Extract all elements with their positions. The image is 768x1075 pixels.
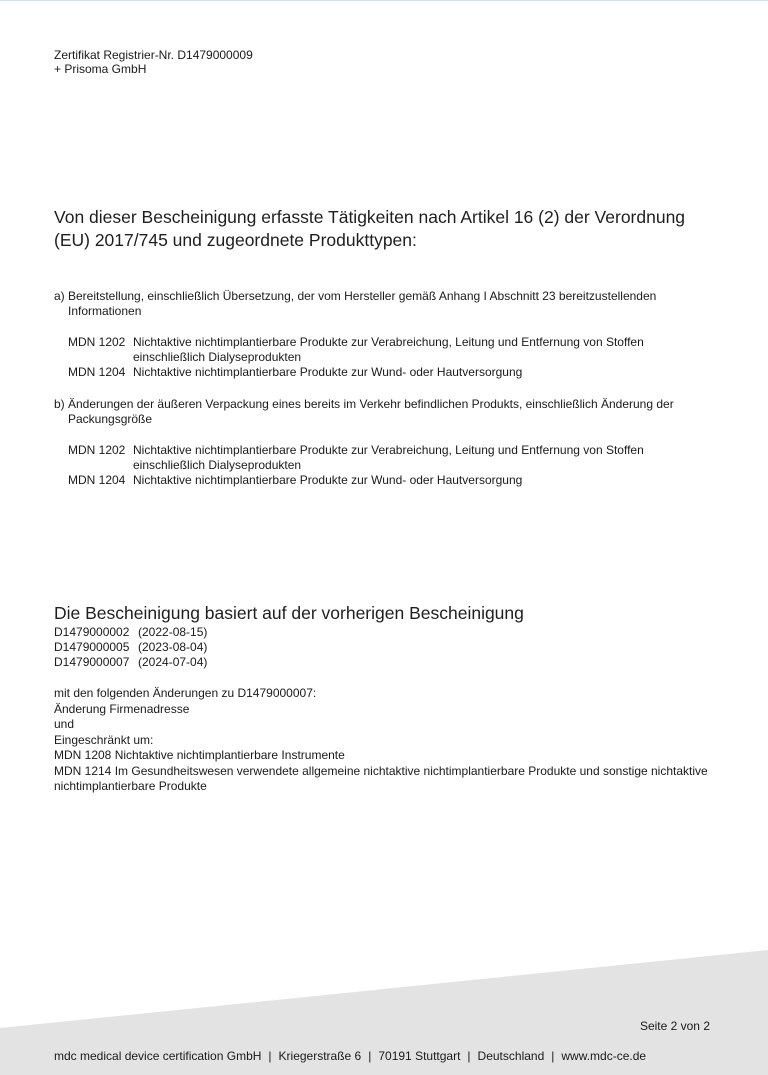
product-desc-cont: einschließlich Dialyseprodukten — [133, 350, 302, 364]
footer-company: mdc medical device certification GmbH — [54, 1049, 262, 1063]
activity-letter: b) — [54, 397, 65, 411]
activities-title: Von dieser Bescheinigung erfasste Tätigkeiten nach Artikel 16 (2) der Verordnung (EU) 2017/745 und zugeordnete Produkttypen: — [54, 207, 686, 250]
product-list — [68, 335, 714, 380]
product-desc-cont: einschließlich Dialyseprodukten — [133, 458, 302, 472]
previous-cert-date: (2022-08-15) — [138, 625, 208, 639]
change-line: MDN 1214 Im Gesundheitswesen verwendete allgemeine nichtaktive nichtimplantierbare Produkte und sonstige nichtaktive nichtimplantierbare Produkte — [54, 763, 708, 793]
activity-a — [54, 289, 714, 380]
product-desc: Nichtaktive nichtimplantierbare Produkte zur Wund- oder Hautversorgung — [133, 473, 523, 487]
footer-separator: | — [268, 1049, 272, 1063]
certificate-header — [54, 48, 253, 76]
changes-section — [54, 686, 714, 795]
footer-separator: | — [368, 1049, 372, 1063]
product-desc: Nichtaktive nichtimplantierbare Produkte zur Wund- oder Hautversorgung — [133, 365, 523, 379]
change-line: MDN 1208 Nichtaktive nichtimplantierbare Instrumente — [54, 748, 345, 762]
previous-cert-id: D1479000007 — [54, 655, 130, 669]
previous-cert-date: (2024-07-04) — [138, 655, 208, 669]
footer-city: 70191 Stuttgart — [378, 1049, 461, 1063]
previous-cert-id: D1479000005 — [54, 640, 130, 654]
product-desc: Nichtaktive nichtimplantierbare Produkte zur Verabreichung, Leitung und Entfernung von Stoffen — [133, 335, 644, 349]
footer-separator: | — [467, 1049, 471, 1063]
product-code: MDN 1202 — [68, 335, 126, 349]
change-line: und — [54, 717, 75, 731]
footer-street: Kriegerstraße 6 — [278, 1049, 362, 1063]
basis-title: Die Bescheinigung basiert auf der vorherigen Bescheinigung — [54, 603, 524, 623]
certificate-number: Zertifikat Registrier-Nr. D1479000009 — [54, 48, 253, 62]
previous-certificates — [54, 625, 207, 670]
activity-b — [54, 397, 714, 488]
activity-text: Änderungen der äußeren Verpackung eines bereits im Verkehr befindlichen Produkts, einschließlich Änderung der Packungsgröße — [68, 397, 674, 426]
previous-certificate-row — [54, 655, 207, 670]
product-row — [68, 335, 714, 365]
activity-text: Bereitstellung, einschließlich Übersetzung, der vom Hersteller gemäß Anhang I Abschnitt 23 bereitzustellenden Informationen — [68, 289, 657, 318]
product-code: MDN 1204 — [68, 473, 126, 487]
footer-separator: | — [551, 1049, 555, 1063]
page-number: Seite 2 von 2 — [639, 1019, 710, 1033]
product-code: MDN 1202 — [68, 443, 126, 457]
footer-country: Deutschland — [477, 1049, 545, 1063]
previous-certificate-row — [54, 640, 207, 655]
change-line: Änderung Firmenadresse — [54, 701, 190, 716]
product-row — [68, 365, 714, 380]
changes-intro: mit den folgenden Änderungen zu D1479000007: — [54, 686, 317, 700]
product-row — [68, 473, 714, 488]
previous-cert-id: D1479000002 — [54, 625, 130, 639]
product-desc: Nichtaktive nichtimplantierbare Produkte zur Verabreichung, Leitung und Entfernung von Stoffen — [133, 443, 644, 457]
activity-letter: a) — [54, 289, 65, 303]
product-row — [68, 443, 714, 473]
previous-certificate-row — [54, 625, 207, 640]
previous-cert-date: (2023-08-04) — [138, 640, 208, 654]
product-list — [68, 443, 714, 488]
company-name: + Prisoma GmbH — [54, 62, 147, 76]
change-line: Eingeschränkt um: — [54, 732, 154, 747]
top-border — [0, 0, 768, 1]
footer-website: www.mdc-ce.de — [561, 1049, 647, 1063]
product-code: MDN 1204 — [68, 365, 126, 379]
footer-address — [54, 1049, 714, 1063]
